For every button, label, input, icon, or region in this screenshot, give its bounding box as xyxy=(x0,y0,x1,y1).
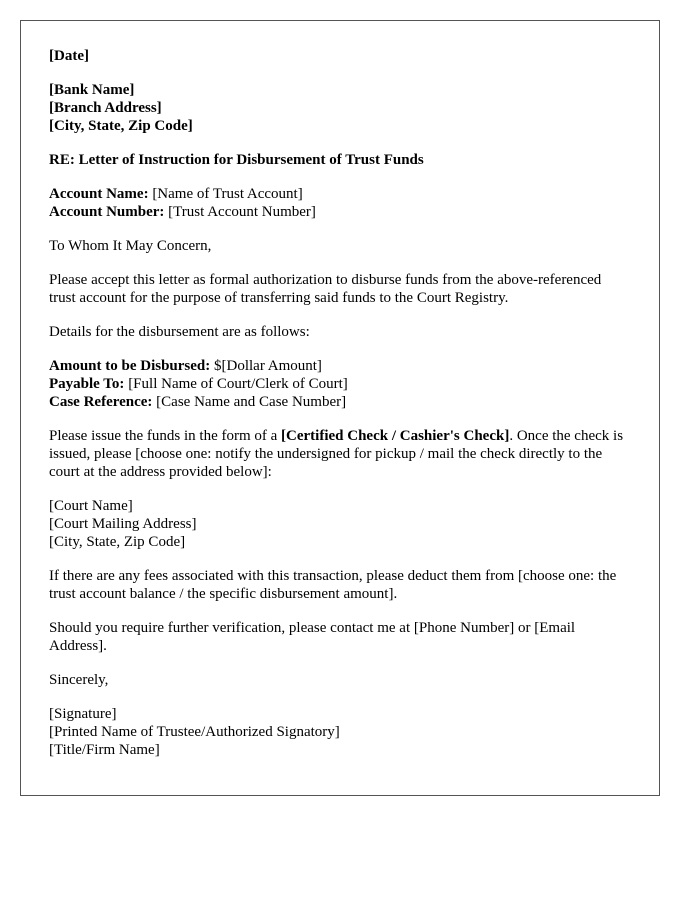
amount-value: $[Dollar Amount] xyxy=(210,358,322,374)
issue-funds-paragraph xyxy=(49,427,631,481)
issue-funds-text-1: Please issue the funds in the form of a xyxy=(49,428,282,444)
letter-date: [Date] xyxy=(49,48,89,64)
closing: Sincerely, xyxy=(49,672,109,688)
case-label: Case Reference: xyxy=(49,394,153,410)
case-line xyxy=(49,393,631,411)
letter-subject: RE: Letter of Instruction for Disbursement of Trust Funds xyxy=(49,152,424,168)
authorization-paragraph: Please accept this letter as formal authorization to disburse funds from the above-referenced trust account for the purpose of transferring said funds to the Court Registry. xyxy=(49,272,602,306)
account-number-line xyxy=(49,203,631,221)
bank-address-block xyxy=(49,81,631,135)
title-firm-name: [Title/Firm Name] xyxy=(49,742,160,758)
details-intro: Details for the disbursement are as follows: xyxy=(49,324,310,340)
court-address-block xyxy=(49,497,631,551)
account-name-label: Account Name: xyxy=(49,186,149,202)
check-type: [Certified Check / Cashier's Check] xyxy=(281,428,510,444)
account-name-line xyxy=(49,185,631,203)
bank-branch-address: [Branch Address] xyxy=(49,100,162,116)
payable-value: [Full Name of Court/Clerk of Court] xyxy=(124,376,348,392)
signature-block xyxy=(49,705,631,759)
fees-paragraph: If there are any fees associated with this transaction, please deduct them from [choose one: the trust account balance / the specific disbursement amount]. xyxy=(49,568,617,602)
disbursement-details-block xyxy=(49,357,631,411)
payable-line xyxy=(49,375,631,393)
account-number-label: Account Number: xyxy=(49,204,165,220)
account-info-block xyxy=(49,185,631,221)
signature: [Signature] xyxy=(49,706,117,722)
letter-document xyxy=(20,20,660,796)
account-name-value: [Name of Trust Account] xyxy=(148,186,303,202)
bank-city-state-zip: [City, State, Zip Code] xyxy=(49,118,193,134)
court-mailing-address: [Court Mailing Address] xyxy=(49,516,197,532)
case-value: [Case Name and Case Number] xyxy=(152,394,347,410)
bank-name: [Bank Name] xyxy=(49,82,135,98)
payable-label: Payable To: xyxy=(49,376,125,392)
amount-label: Amount to be Disbursed: xyxy=(49,358,211,374)
account-number-value: [Trust Account Number] xyxy=(164,204,316,220)
court-city-state-zip: [City, State, Zip Code] xyxy=(49,534,186,550)
printed-name: [Printed Name of Trustee/Authorized Signatory] xyxy=(49,724,340,740)
issue-funds-text-2: . Once the check is issued, please [choose one: notify the undersigned for pickup / mail the check directly to the court at the address provided below]: xyxy=(49,428,624,480)
court-name: [Court Name] xyxy=(49,498,133,514)
verification-paragraph: Should you require further verification, please contact me at [Phone Number] or [Email Address]. xyxy=(49,620,576,654)
amount-line xyxy=(49,357,631,375)
salutation: To Whom It May Concern, xyxy=(49,238,212,254)
